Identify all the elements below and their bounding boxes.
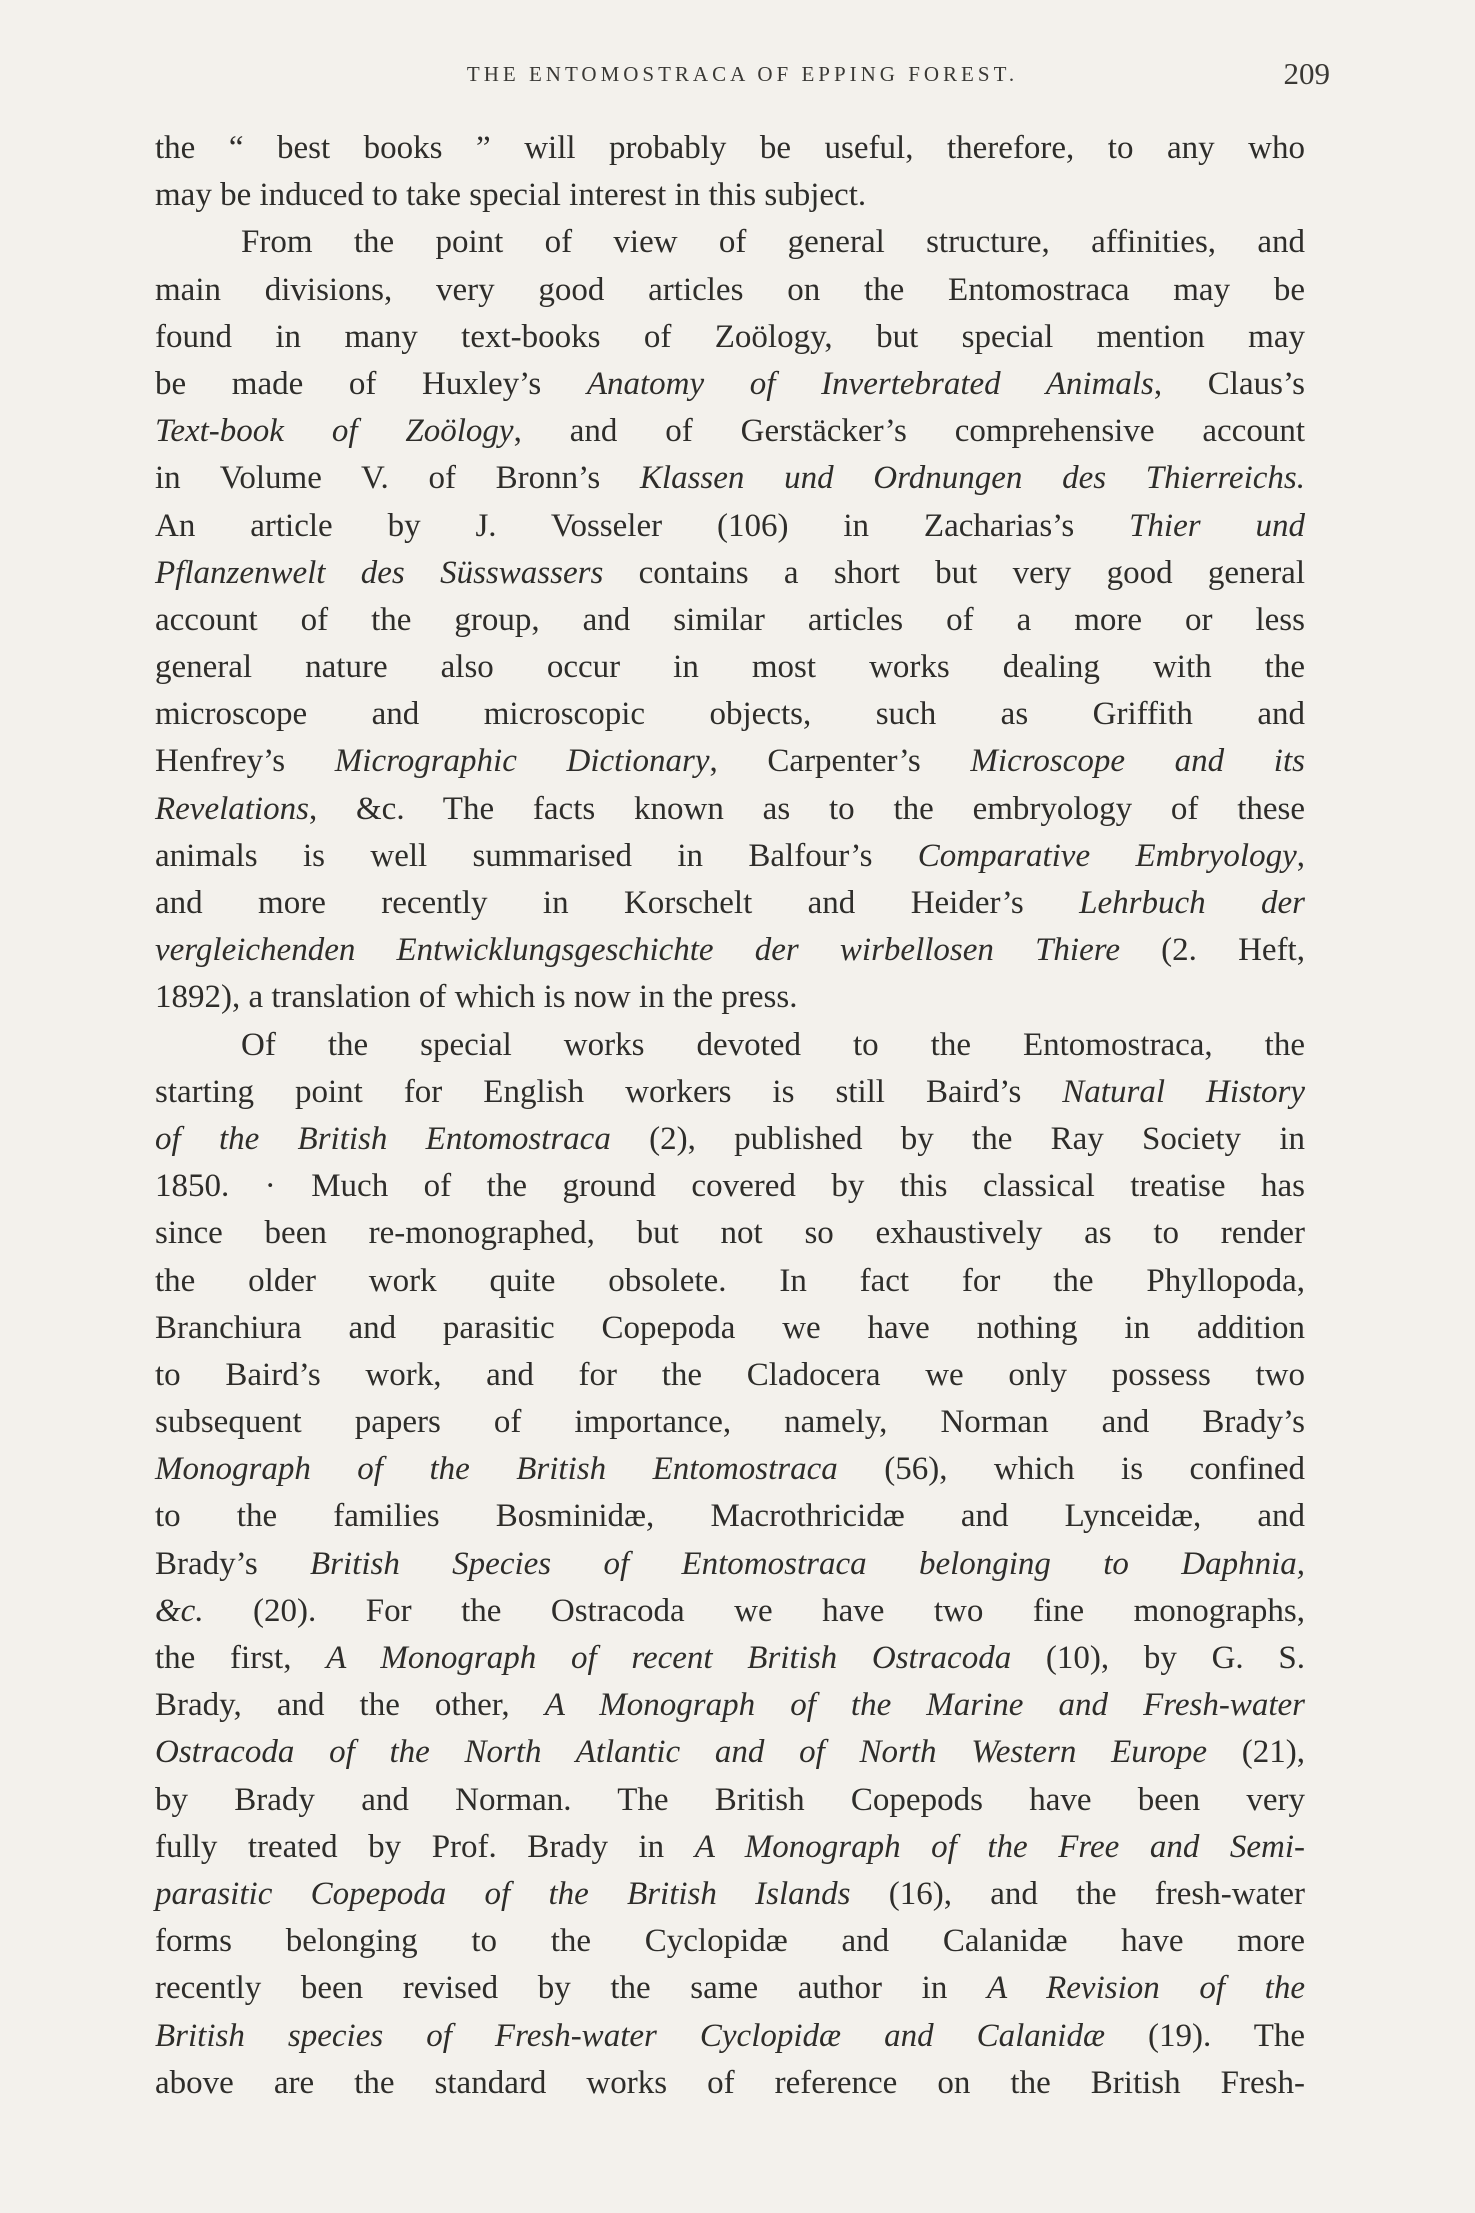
text-line bbox=[155, 833, 1305, 880]
text-line bbox=[155, 691, 1305, 738]
text-line bbox=[155, 408, 1305, 455]
italic-text: of the British Entomostraca bbox=[155, 1120, 611, 1157]
italic-text: British species of Fresh-water Cyclopidæ and Calanidæ bbox=[155, 2017, 1105, 2054]
text-line bbox=[155, 1493, 1305, 1540]
italic-text: Micrographic Dictionary bbox=[334, 743, 710, 780]
text-segment: contains a short but very good general bbox=[603, 554, 1305, 591]
italic-text: A Revision of the bbox=[986, 1970, 1305, 2007]
text-segment: , and of Gerstäcker’s comprehensive account bbox=[513, 413, 1305, 450]
text-line bbox=[155, 1446, 1305, 1493]
italic-text: A Monograph of recent British Ostracoda bbox=[326, 1640, 1012, 1676]
text-line bbox=[155, 1588, 1305, 1635]
text-segment: the older work quite obsolete. In fact for the Phyllopoda, bbox=[155, 1262, 1305, 1299]
text-line bbox=[155, 1305, 1305, 1352]
text-segment: , Claus’s bbox=[1153, 365, 1305, 402]
text-line bbox=[155, 1682, 1305, 1729]
text-line bbox=[155, 1965, 1305, 2012]
italic-text: Ostracoda of the North Atlantic and of North Western Europe bbox=[155, 1734, 1208, 1771]
text-line bbox=[155, 1871, 1305, 1918]
text-line bbox=[155, 1635, 1305, 1682]
text-segment: since been re-monographed, but not so exhaustively as to render bbox=[155, 1215, 1305, 1252]
text-segment: to Baird’s work, and for the Cladocera we only possess two bbox=[155, 1356, 1305, 1393]
text-line bbox=[155, 644, 1305, 691]
text-segment: Brady’s bbox=[155, 1545, 310, 1582]
text-line bbox=[155, 1022, 1305, 1069]
text-segment: the first, bbox=[155, 1640, 327, 1676]
italic-text: Lehrbuch der bbox=[1079, 885, 1305, 921]
body-text bbox=[155, 125, 1305, 2107]
text-line bbox=[155, 1210, 1305, 1257]
italic-text: parasitic Copepoda of the British Islands bbox=[155, 1875, 851, 1912]
italic-text: Text-book of Zoölogy bbox=[155, 413, 514, 450]
text-segment: starting point for English workers is still Baird’s bbox=[155, 1073, 1063, 1110]
text-line bbox=[155, 1824, 1305, 1871]
text-line bbox=[155, 550, 1305, 597]
text-segment: in Volume V. of Bronn’s bbox=[155, 460, 640, 497]
text-segment: (19). The bbox=[1104, 2017, 1305, 2054]
text-segment: the “ best books ” will probably be useful, therefore, to any who bbox=[155, 130, 1305, 166]
italic-text: Pflanzenwelt des Süsswassers bbox=[155, 554, 604, 591]
text-segment: main divisions, very good articles on the Entomostraca may be bbox=[155, 271, 1305, 308]
text-line bbox=[155, 503, 1305, 550]
text-line bbox=[155, 1918, 1305, 1965]
text-segment: An article by J. Vosseler (106) in Zacharias’s bbox=[155, 507, 1130, 544]
text-segment: general nature also occur in most works dealing with the bbox=[155, 649, 1305, 686]
running-title: THE ENTOMOSTRACA OF EPPING FOREST. bbox=[466, 62, 1019, 86]
text-line bbox=[155, 125, 1305, 172]
text-segment: , bbox=[1296, 837, 1305, 874]
text-segment: Of the special works devoted to the Entomostraca, the bbox=[241, 1026, 1305, 1063]
italic-text: &c. bbox=[155, 1592, 204, 1629]
text-segment: (21), bbox=[1207, 1734, 1305, 1771]
page-number: 209 bbox=[1283, 56, 1330, 91]
text-segment: (20). For the Ostracoda we have two fine monographs, bbox=[203, 1592, 1305, 1629]
italic-text: Monograph of the British Entomostraca bbox=[155, 1451, 838, 1488]
text-line bbox=[155, 597, 1305, 644]
text-segment: , Carpenter’s bbox=[709, 743, 971, 780]
text-line bbox=[155, 2060, 1305, 2107]
text-line bbox=[155, 1729, 1305, 1776]
text-line bbox=[155, 219, 1305, 266]
text-segment: account of the group, and similar articles of a more or less bbox=[155, 601, 1305, 638]
text-segment: may be induced to take special interest in this subject. bbox=[155, 177, 867, 214]
italic-text: Klassen und Ordnungen des Thierreichs. bbox=[639, 460, 1305, 497]
text-line bbox=[155, 786, 1305, 833]
text-segment: From the point of view of general structure, affinities, and bbox=[241, 224, 1305, 261]
italic-text: A Monograph of the Marine and Fresh-water bbox=[544, 1687, 1305, 1724]
italic-text: British Species of Entomostraca belonging to Daphnia, bbox=[310, 1545, 1305, 1582]
text-line bbox=[155, 1258, 1305, 1305]
italic-text: Comparative Embryology bbox=[917, 837, 1297, 874]
text-segment: be made of Huxley’s bbox=[155, 365, 587, 402]
text-segment: Brady, and the other, bbox=[155, 1687, 545, 1724]
text-line bbox=[155, 1777, 1305, 1824]
text-line bbox=[155, 1352, 1305, 1399]
text-line bbox=[155, 1541, 1305, 1588]
italic-text: Thier und bbox=[1129, 507, 1305, 544]
text-segment: (2), published by the Ray Society in bbox=[610, 1120, 1305, 1157]
text-line bbox=[155, 2013, 1305, 2060]
italic-text: Anatomy of Invertebrated Animals bbox=[586, 365, 1154, 402]
text-segment: subsequent papers of importance, namely, Norman and Brady’s bbox=[155, 1404, 1305, 1441]
text-segment: (16), and the fresh-water bbox=[850, 1875, 1305, 1912]
text-line bbox=[155, 1069, 1305, 1116]
italic-text: vergleichenden Entwicklungsgeschichte der wirbellosen Thiere bbox=[155, 932, 1121, 969]
text-line bbox=[155, 974, 1305, 1021]
italic-text: Natural History bbox=[1062, 1073, 1305, 1110]
italic-text: Microscope and its bbox=[970, 743, 1305, 780]
text-segment: 1892), a translation of which is now in the press. bbox=[155, 979, 798, 1016]
text-line bbox=[155, 267, 1305, 314]
text-segment: (56), which is confined bbox=[837, 1451, 1306, 1488]
text-line bbox=[155, 1116, 1305, 1163]
text-line bbox=[155, 1163, 1305, 1210]
text-segment: recently been revised by the same author in bbox=[155, 1970, 987, 2007]
text-segment: and more recently in Korschelt and Heider’s bbox=[155, 885, 1080, 921]
text-segment: (10), by G. S. bbox=[1011, 1640, 1305, 1676]
text-segment: by Brady and Norman. The British Copepods have been very bbox=[155, 1781, 1305, 1818]
text-segment: above are the standard works of reference on the British Fresh- bbox=[155, 2064, 1305, 2101]
text-line bbox=[155, 172, 1305, 219]
text-segment: Henfrey’s bbox=[155, 743, 335, 780]
text-line bbox=[155, 455, 1305, 502]
text-segment: to the families Bosminidæ, Macrothricidæ and Lynceidæ, and bbox=[155, 1498, 1305, 1535]
text-line bbox=[155, 1399, 1305, 1446]
text-segment: 1850. · Much of the ground covered by this classical treatise has bbox=[155, 1168, 1305, 1205]
text-line bbox=[155, 880, 1305, 927]
running-head bbox=[155, 54, 1330, 94]
text-segment: microscope and microscopic objects, such as Griffith and bbox=[155, 696, 1305, 733]
text-line bbox=[155, 927, 1305, 974]
text-line bbox=[155, 738, 1305, 785]
italic-text: A Monograph of the Free and Semi- bbox=[694, 1828, 1305, 1865]
text-segment: Branchiura and parasitic Copepoda we have nothing in addition bbox=[155, 1309, 1305, 1346]
text-segment: (2. Heft, bbox=[1120, 932, 1305, 969]
text-segment: , &c. The facts known as to the embryology of these bbox=[308, 790, 1305, 827]
text-segment: animals is well summarised in Balfour’s bbox=[155, 837, 918, 874]
text-segment: fully treated by Prof. Brady in bbox=[155, 1828, 695, 1865]
italic-text: Revelations bbox=[155, 790, 309, 827]
text-segment: found in many text-books of Zoölogy, but special mention may bbox=[155, 318, 1305, 355]
text-line bbox=[155, 361, 1305, 408]
text-line bbox=[155, 314, 1305, 361]
text-segment: forms belonging to the Cyclopidæ and Calanidæ have more bbox=[155, 1923, 1305, 1960]
